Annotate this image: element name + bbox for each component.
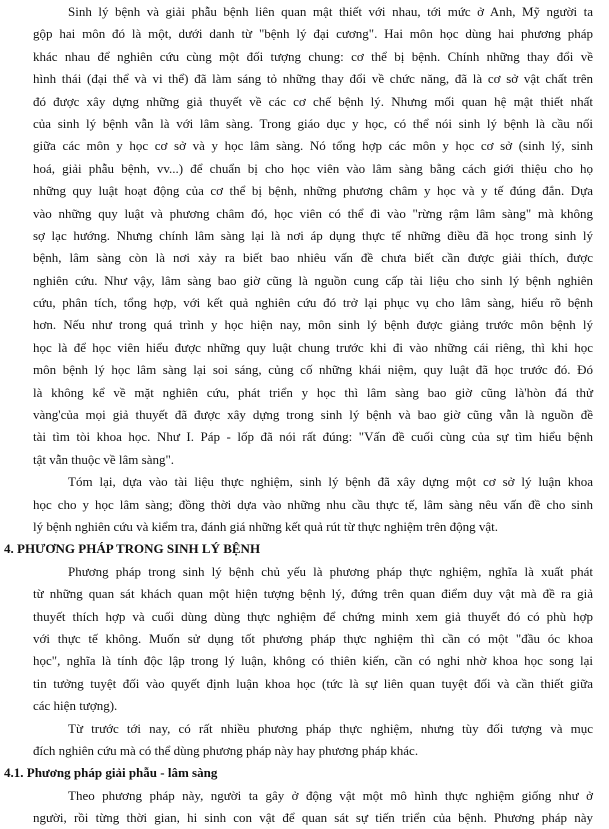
text-line: sợ lạc hướng. Nhưng chính lâm sàng lại là nơi áp dụng thực tế những điều đã học trong sinh lý bbox=[33, 227, 593, 243]
text-line: các hiện tượng). bbox=[33, 698, 118, 714]
text-line: tật vẫn thuộc về lâm sàng". bbox=[33, 451, 175, 467]
text-line: với thực tế không. Muốn sử dụng tốt phương pháp thực nghiệm thì cần có một "đầu óc khoa bbox=[33, 630, 593, 646]
section-heading-4-1: 4.1. Phương pháp giải phẫu - lâm sàng bbox=[4, 765, 218, 781]
text-line: Theo phương pháp này, người ta gây ở động vật một mô hình thực nghiệm giống như ở bbox=[68, 787, 593, 803]
text-line: học là để học viên hiểu được những quy luật chung trước khi đi vào những cái riêng, thì khi học bbox=[33, 339, 593, 355]
text-line: từ những quan sát khách quan một hiện tượng bệnh lý, đứng trên quan điểm duy vật mà đề ra giả bbox=[33, 586, 593, 602]
text-line: đích nghiên cứu mà có thể dùng phương pháp này hay phương pháp khác. bbox=[33, 742, 419, 758]
text-line: tin tưởng tuyệt đối vào quyết định luận khoa học (tức là sự liên quan tuyệt đối và cần thiết giữa bbox=[33, 675, 593, 691]
text-line: Phương pháp trong sinh lý bệnh chủ yếu là phương pháp thực nghiệm, nghĩa là xuất phát bbox=[68, 563, 593, 579]
text-line: thuyết thích hợp và cuối dùng dùng thực nghiệm để chứng minh xem giả thuyết đó có phù hợp bbox=[33, 608, 593, 624]
text-line: những quy luật hoạt động của cơ thể bị bệnh, những phương châm y học và y tế đúng đắn. Dựa bbox=[33, 183, 593, 199]
text-line: học", nghĩa là tính độc lập trong lý luận, không có thiên kiến, cần có nghi nhờ khoa học song lại bbox=[33, 653, 593, 669]
text-line: học cho y học lâm sàng; đồng thời dựa vào những nhu cầu thực tế, lâm sàng nêu vấn đề cho sinh bbox=[33, 496, 593, 512]
text-line: môn bệnh lý học lâm sàng lại soi sáng, củng cố những khái niệm, quy luật đã học trước đó. Đó bbox=[33, 362, 593, 378]
text-line: hoá, giải phẫu bệnh, vv...) để chuẩn bị cho học viên vào lâm sàng bằng cách giới thiệu cho họ bbox=[33, 160, 593, 176]
text-line: hình thái (đại thể và vi thể) đã làm sáng tỏ những thay đổi về chức năng, đã là cơ sở vật chất trên bbox=[33, 71, 593, 87]
text-line: là không kể về mặt nghiên cứu, phát triển y học thì lâm sàng bao giờ cũng là'hòn đá thử bbox=[33, 384, 593, 400]
text-line: vào những quy luật và phương châm đó, học viên có thể đi vào "rừng rậm lâm sàng" mà không bbox=[33, 205, 593, 221]
text-line: Sinh lý bệnh và giải phẫu bệnh liên quan mật thiết với nhau, tới mức ở Anh, Mỹ người ta bbox=[68, 4, 593, 19]
text-line: người, rồi từng thời gian, hi sinh con vật để quan sát sự tiến triển của bệnh. Phương pháp này bbox=[33, 810, 593, 826]
text-line: bệnh, lâm sàng còn là nơi xảy ra biết bao nhiêu vấn đề chưa biết cần được giải thích, được bbox=[33, 250, 593, 266]
text-line: cứu, phân tích, tổng hợp, với kết quả nghiên cứu đó trở lại phục vụ cho lâm sàng, hiểu rõ bệnh bbox=[33, 295, 593, 311]
text-line: hơn. Nếu như trong quá trình y học hiện nay, môn sinh lý bệnh được giảng trước môn bệnh lý bbox=[33, 317, 593, 333]
paragraph-summary bbox=[0, 471, 609, 538]
paragraph-physiopathology-relations bbox=[0, 1, 609, 471]
paragraph-anatomo-clinical bbox=[0, 785, 609, 829]
section-heading-4: 4. PHƯƠNG PHÁP TRONG SINH LÝ BỆNH bbox=[4, 541, 261, 557]
text-line: Tóm lại, dựa vào tài liệu thực nghiệm, sinh lý bệnh đã xây dựng một cơ sở lý luận khoa bbox=[68, 474, 593, 490]
text-line: vàng'của mọi giả thuyết đã được xây dựng trong sinh lý bệnh và bao giờ cũng vẫn là nguồn đề bbox=[33, 407, 593, 423]
paragraph-experimental-method bbox=[0, 561, 609, 718]
text-line: đó được xây dựng những giả thuyết về các cơ chế bệnh lý. Nhưng mối quan hệ mật thiết nhất bbox=[33, 93, 593, 109]
text-line: của sinh lý bệnh vẫn là với lâm sàng. Trong giáo dục y học, có thể nói sinh lý bệnh là cầu nối bbox=[33, 115, 593, 131]
text-line: giữa các môn y học cơ sở và y học lâm sàng. Nó tổng hợp các môn y học cơ sở (sinh lý, sinh bbox=[33, 138, 593, 154]
text-line: lý bệnh nghiên cứu và kiểm tra, đánh giá những kết quả rút từ thực nghiệm trên động vật. bbox=[33, 518, 499, 534]
text-line: gộp hai môn đó là một, dưới danh từ "bệnh lý đại cương". Hai môn học dùng hai phương pháp bbox=[33, 26, 593, 42]
text-line: tài tìm tòi khoa học. Như I. Páp - lốp đã nói rất đúng: "Vấn đề cuối cùng của sự tìm hiểu bệnh bbox=[33, 429, 593, 445]
paragraph-many-methods bbox=[0, 718, 609, 763]
text-line: nghiên cứu. Như vậy, lâm sàng bao giờ cũng là nguồn cung cấp tài liệu cho sinh lý bệnh nghiên bbox=[33, 272, 593, 288]
text-line: khác nhau để nghiên cứu cùng một đối tượng chung: cơ thể bị bệnh. Chính những thay đổi về bbox=[33, 48, 593, 64]
text-line: Từ trước tới nay, có rất nhiều phương pháp thực nghiệm, nhưng tùy đối tượng và mục bbox=[68, 720, 593, 736]
document-body bbox=[0, 1, 609, 829]
